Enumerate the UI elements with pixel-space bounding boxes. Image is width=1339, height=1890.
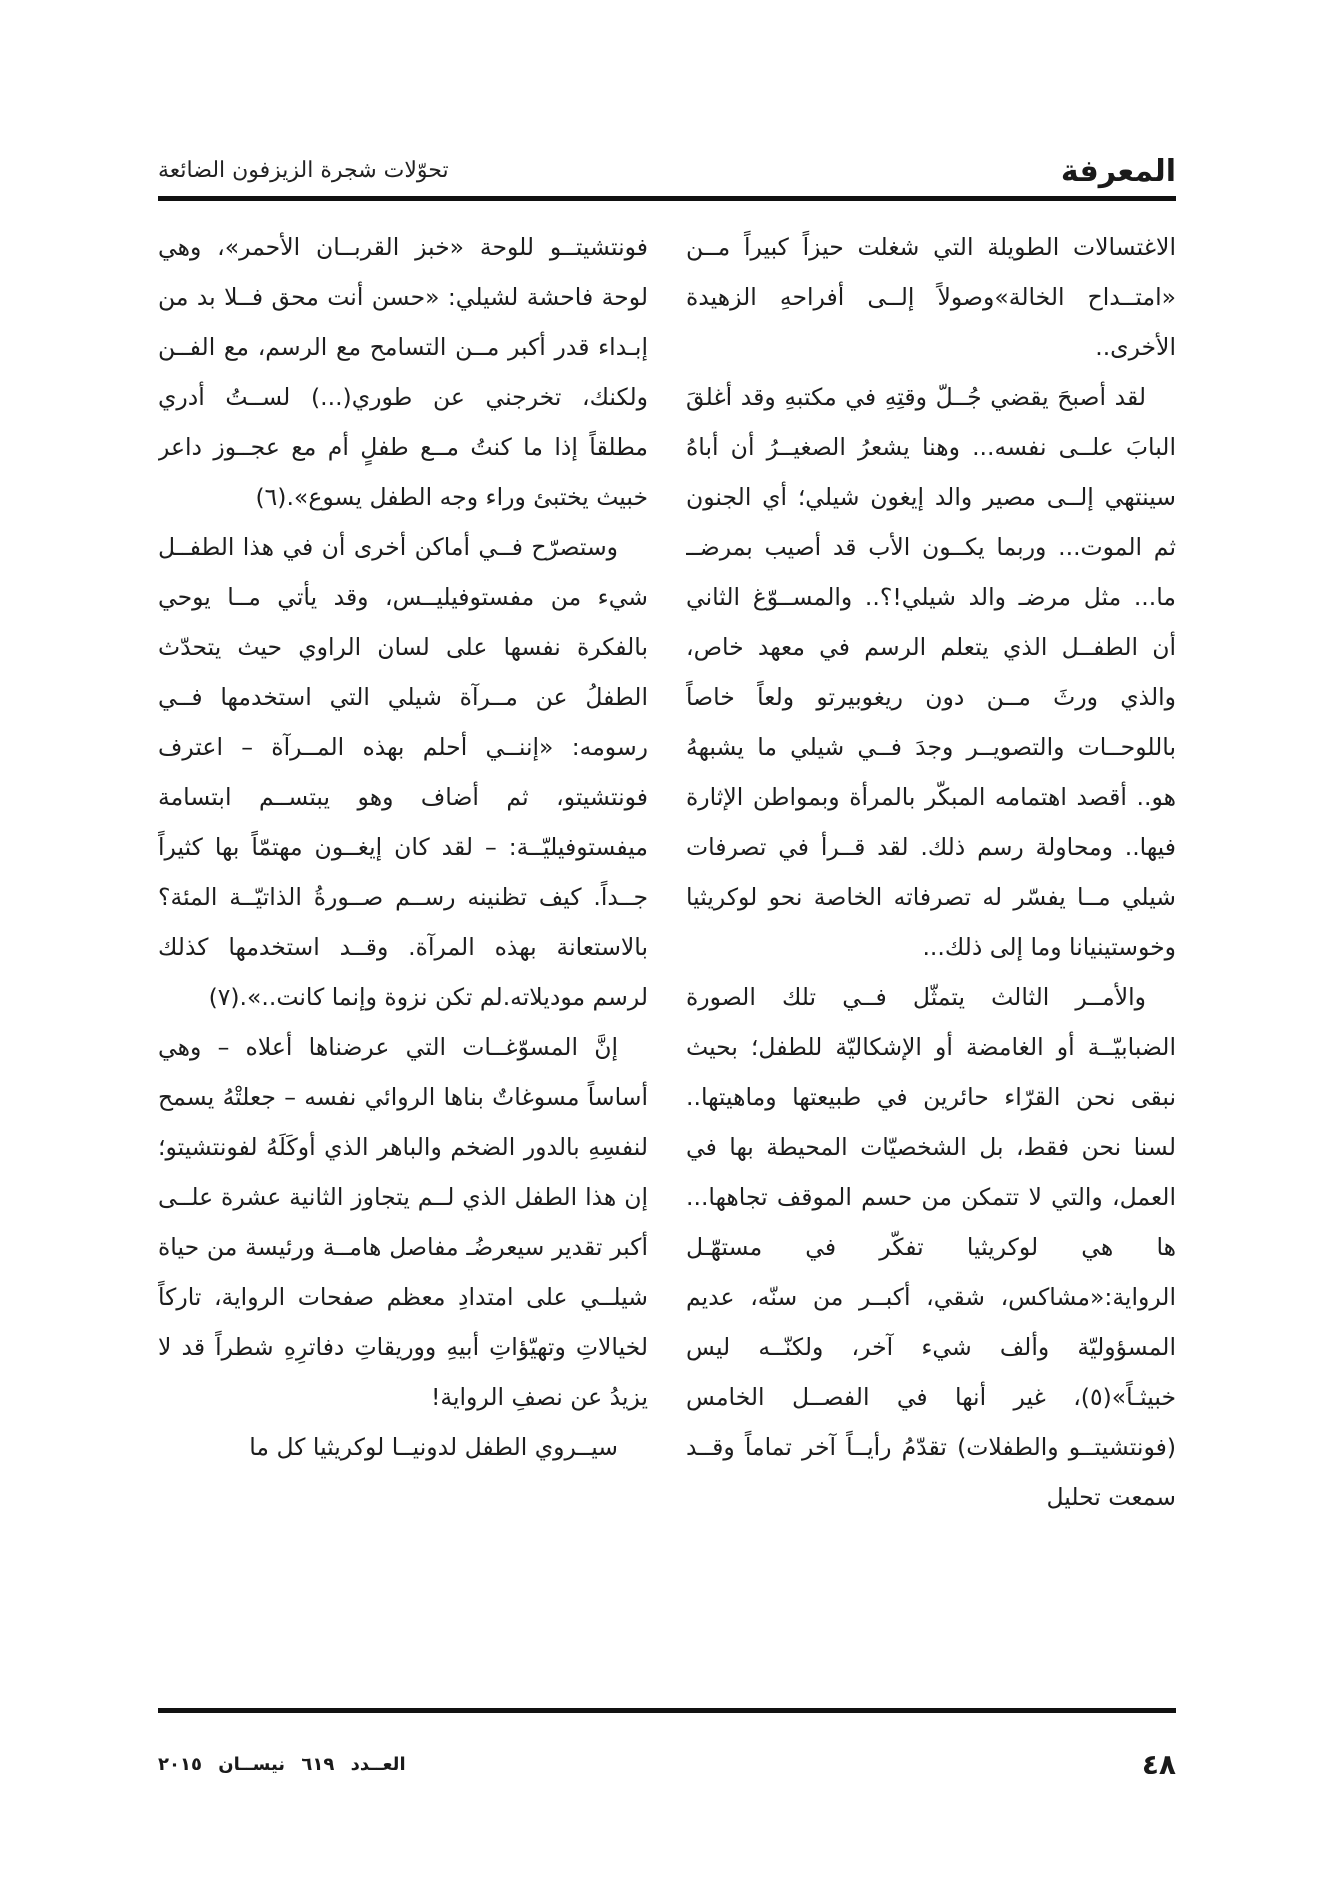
page-number: ٤٨ (1141, 1748, 1176, 1781)
footer-rule (158, 1708, 1176, 1713)
page-header (158, 150, 1176, 190)
magazine-logo: المعرفة (1060, 154, 1176, 189)
page-footer (158, 1748, 1176, 1788)
paragraph: سيــروي الطفل لدونيــا لوكريثيا كل ما (249, 1433, 618, 1461)
paragraph: إنَّ المسوّغــات التي عرضناها أعلاه – وهي أساساً مسوغاتٌ بناها الروائي نفسه – جعلتْهُ يسمح لنفسِهِ بالدور الضخم والباهر الذي أوكَلَهُ لفونتشيتو؛ إن هذا الطفل الذي لــم يتجاوز الثانية عشرة علــى أكبر تقدير سيعرضُـ مفاصل هامــة ورئيسة من حياة شيلــي على امتدادِ معظم صفحات الرواية، تاركاً لخيالاتِ وتهيّؤاتِ أبيهِ ووريقاتِ دفاترِهِ شطراً قد لا يزيدُ عن نصفِ الرواية! (158, 1033, 648, 1411)
paragraph: فونتشيتــو للوحة «خبز القربــان الأحمر»، وهي لوحة فاحشة لشيلي: «حسن أنت محق فــلا بد من إبـداء قدر أكبر مــن التسامح مع الرسم، مع الفــن ولكنك، تخرجني عن طوري(...) لســتُ أدري مطلقاً إذا ما كنتُ مــع طفلٍ أم مع عجــوز داعر خبيث يختبئ وراء وجه الطفل يسوع».(٦) (158, 233, 648, 511)
paragraph: لقد أصبحَ يقضي جُــلّ وقتِهِ في مكتبهِ وقد أغلقَ البابَ علــى نفسه... وهنا يشعرُ الصغيــرُ أن أباهُ سينتهي إلــى مصير والد إيغون شيلي؛ أي الجنون ثم الموت... وربما يكــون الأب قد أصيب بمرضــ ما... مثل مرضـ والد شيلي!؟.. والمســوّغ الثاني أن الطفــل الذي يتعلم الرسم في معهد خاص، والذي ورثَ مــن دون ريغوبيرتو ولعاً خاصاً باللوحــات والتصويــر وجدَ فــي شيلي ما يشبههُ هو.. أقصد اهتمامه المبكّر بالمرأة وبمواطن الإثارة فيها.. ومحاولة رسم ذلك. لقد قــرأ في تصرفات شيلي مــا يفسّر له تصرفاته الخاصة نحو لوكريثيا وخوستينيانا وما إلى ذلك... (686, 383, 1176, 961)
issue-info: العــدد ٦١٩ نيســان ٢٠١٥ (158, 1754, 406, 1775)
right-column (686, 222, 1176, 1702)
paragraph: الاغتسالات الطويلة التي شغلت حيزاً كبيراً مــن «امتــداح الخالة»وصولاً إلــى أفراحهِ الزهيدة الأخرى.. (686, 233, 1176, 361)
left-column (158, 222, 648, 1702)
paragraph: وستصرّح فــي أماكن أخرى أن في هذا الطفــل شيء من مفستوفيليــس، وقد يأتي مــا يوحي بالفكرة نفسها على لسان الراوي حيث يتحدّث الطفلُ عن مــرآة شيلي التي استخدمها فــي رسومه: «إننــي أحلم بهذه المــرآة – اعترف فونتشيتو، ثم أضاف وهو يبتســم ابتسامة ميفستوفيليّــة: – لقد كان إيغــون مهتمّاً بها كثيراً جــداً. كيف تظنينه رســم صــورةُ الذاتيّــة المئة؟ بالاستعانة بهذه المرآة. وقــد استخدمها كذلك لرسم موديلاته.لم تكن نزوة وإنما كانت..».(٧) (158, 533, 648, 1011)
header-rule (158, 196, 1176, 201)
running-title: تحوّلات شجرة الزيزفون الضائعة (158, 158, 449, 183)
paragraph: والأمــر الثالث يتمثّل فــي تلك الصورة الضبابيّــة أو الغامضة أو الإشكاليّة للطفل؛ بحيث نبقى نحن القرّاء حائرين في طبيعتها وماهيتها.. لسنا نحن فقط، بل الشخصيّات المحيطة بها في العمل، والتي لا تتمكن من حسم الموقف تجاهها... ها هي لوكريثيا تفكّر في مستهّـل الرواية:«مشاكس، شقي، أكبــر من سنّه، عديم المسؤوليّة وألف شيء آخر، ولكنّــه ليس خبيثـاً»(٥)، غير أنها في الفصــل الخامس (فونتشيتــو والطفلات) تقدّمُ رأيــاً آخر تماماً وقــد سمعت تحليل (686, 983, 1176, 1511)
